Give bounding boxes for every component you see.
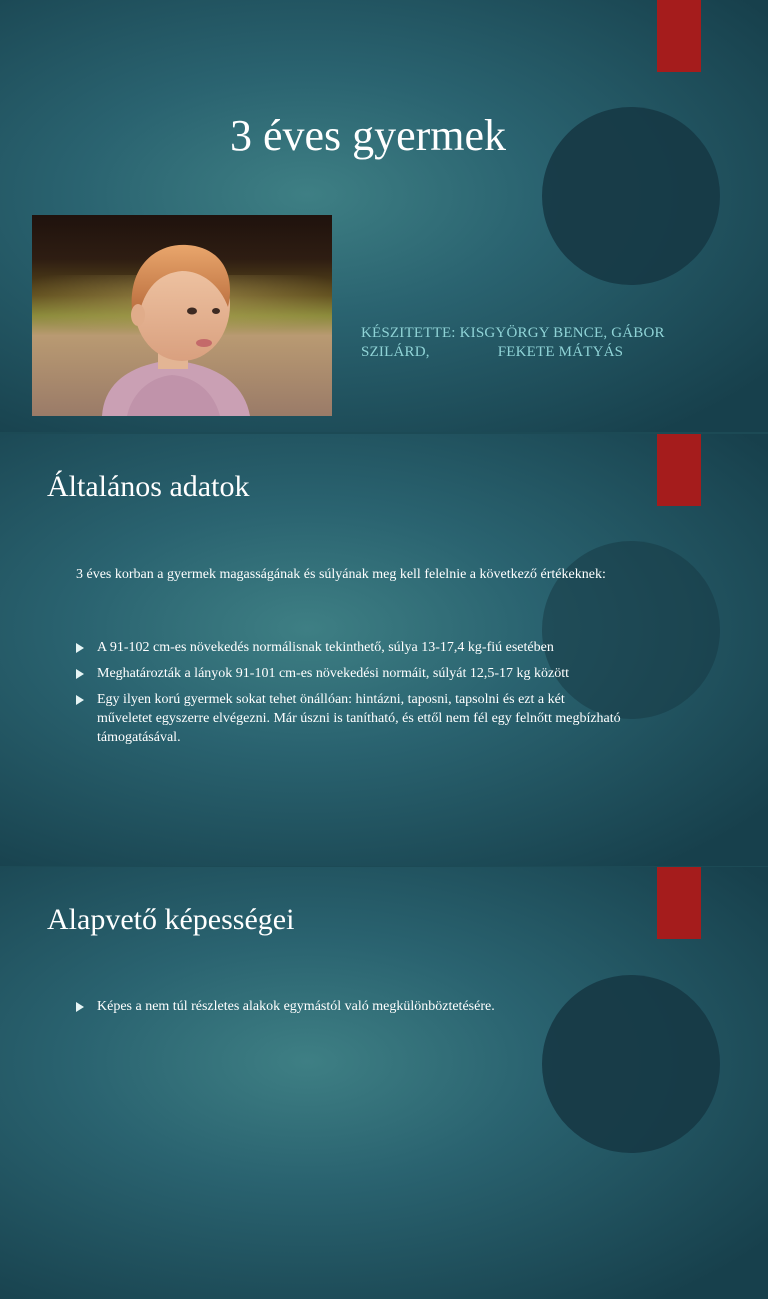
triangle-right-icon (76, 643, 84, 653)
slide-general-data (0, 434, 768, 866)
bullet-list (76, 997, 621, 1023)
list-item-text: A 91-102 cm-es növekedés normálisnak tekinthető, súlya 13-17,4 kg-fiú esetében (97, 640, 554, 655)
accent-bar (657, 867, 701, 939)
triangle-right-icon (76, 1002, 84, 1012)
triangle-right-icon (76, 669, 84, 679)
child-photo-illustration (32, 215, 332, 416)
intro-text: 3 éves korban a gyermek magasságának és súlyának meg kell felelnie a következő értékeknek: (76, 567, 606, 582)
accent-bar (657, 0, 701, 72)
child-photo (32, 215, 332, 416)
author-credits (361, 324, 691, 362)
bullet-list (76, 638, 621, 754)
slide-basic-abilities (0, 867, 768, 1299)
list-item-text: Egy ilyen korú gyermek sokat tehet önállóan: hintázni, taposni, tapsolni és ezt a két műveletet egyszerre elvégezni. Már úszni is tanítható, és ettől nem fél egy felnőtt megbízható támogatásával. (97, 692, 621, 745)
triangle-right-icon (76, 695, 84, 705)
slide-title (0, 0, 768, 432)
author-line-1: KÉSZITETTE: KISGYÖRGY BENCE, GÁBOR (361, 325, 665, 341)
list-item-text: Képes a nem túl részletes alakok egymástól való megkülönböztetésére. (97, 999, 495, 1014)
section-title: Alapvető képességei (47, 903, 295, 936)
author-line-2b: FEKETE MÁTYÁS (497, 344, 624, 360)
section-title: Általános adatok (47, 470, 250, 503)
list-item (76, 664, 621, 683)
slide-title-text: 3 éves gyermek (229, 111, 507, 160)
list-item (76, 638, 621, 657)
list-item-text: Meghatározták a lányok 91-101 cm-es növekedési normáit, súlyát 12,5-17 kg között (97, 666, 569, 681)
list-item (76, 690, 621, 747)
list-item (76, 997, 621, 1016)
accent-bar (657, 434, 701, 506)
author-line-2a: SZILÁRD, (361, 344, 430, 360)
